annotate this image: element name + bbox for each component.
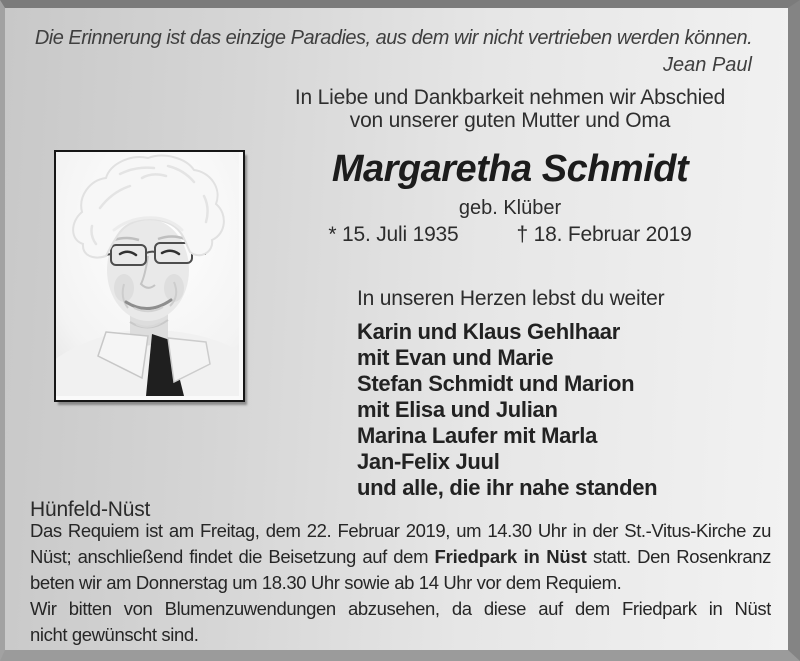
place-name: Hünfeld-Nüst xyxy=(30,498,151,521)
service-line-3: beten wir am Donnerstag um 18.30 Uhr sowie ab 14 Uhr vor dem Requiem. xyxy=(30,572,622,593)
service-line-2 xyxy=(30,544,771,570)
service-info xyxy=(30,518,771,648)
mourner-line: Stefan Schmidt und Marion xyxy=(357,371,635,396)
portrait-photo xyxy=(54,150,245,402)
portrait-illustration xyxy=(56,152,239,396)
cemetery-name: Friedpark in Nüst xyxy=(434,546,587,567)
mourner-line: mit Evan und Marie xyxy=(357,345,554,370)
memorial-line: In unseren Herzen lebst du weiter xyxy=(357,287,665,310)
intro-line-2: von unserer guten Mutter und Oma xyxy=(349,108,671,132)
mourner-line: Karin und Klaus Gehlhaar xyxy=(357,319,620,344)
mourners-list xyxy=(357,319,657,501)
flowers-note-line-2: nicht gewünscht sind. xyxy=(30,624,199,645)
maiden-name: geb. Klüber xyxy=(458,197,562,219)
mourner-line: und alle, die ihr nahe standen xyxy=(357,475,658,500)
birth-date: * 15. Juli 1935 xyxy=(328,223,459,246)
service-line-2-pre: Nüst; anschließend findet die Beisetzung auf dem xyxy=(30,546,435,567)
intro-line-1: In Liebe und Dankbarkeit nehmen wir Abschied xyxy=(294,86,726,109)
mourner-line: mit Elisa und Julian xyxy=(357,397,558,422)
flowers-note-line-1: Wir bitten von Blumenzuwendungen abzusehen, da diese auf dem Friedpark in Nüst xyxy=(30,598,771,619)
service-line-1: Das Requiem ist am Freitag, dem 22. Februar 2019, um 14.30 Uhr in der St.-Vitus-Kirche zu xyxy=(30,520,771,541)
quote-author: Jean Paul xyxy=(663,54,752,76)
life-dates xyxy=(260,223,760,247)
memorial-quote: Die Erinnerung ist das einzige Paradies, aus dem wir nicht vertrieben werden können. xyxy=(34,27,753,49)
deceased-name: Margaretha Schmidt xyxy=(331,148,689,190)
obituary-card xyxy=(5,8,788,650)
mourner-line: Marina Laufer mit Marla xyxy=(357,423,598,448)
death-date: † 18. Februar 2019 xyxy=(516,223,692,246)
intro-text xyxy=(260,87,760,132)
service-line-2-post: statt. Den Rosenkranz xyxy=(586,546,771,567)
mourner-line: Jan-Felix Juul xyxy=(357,449,500,474)
